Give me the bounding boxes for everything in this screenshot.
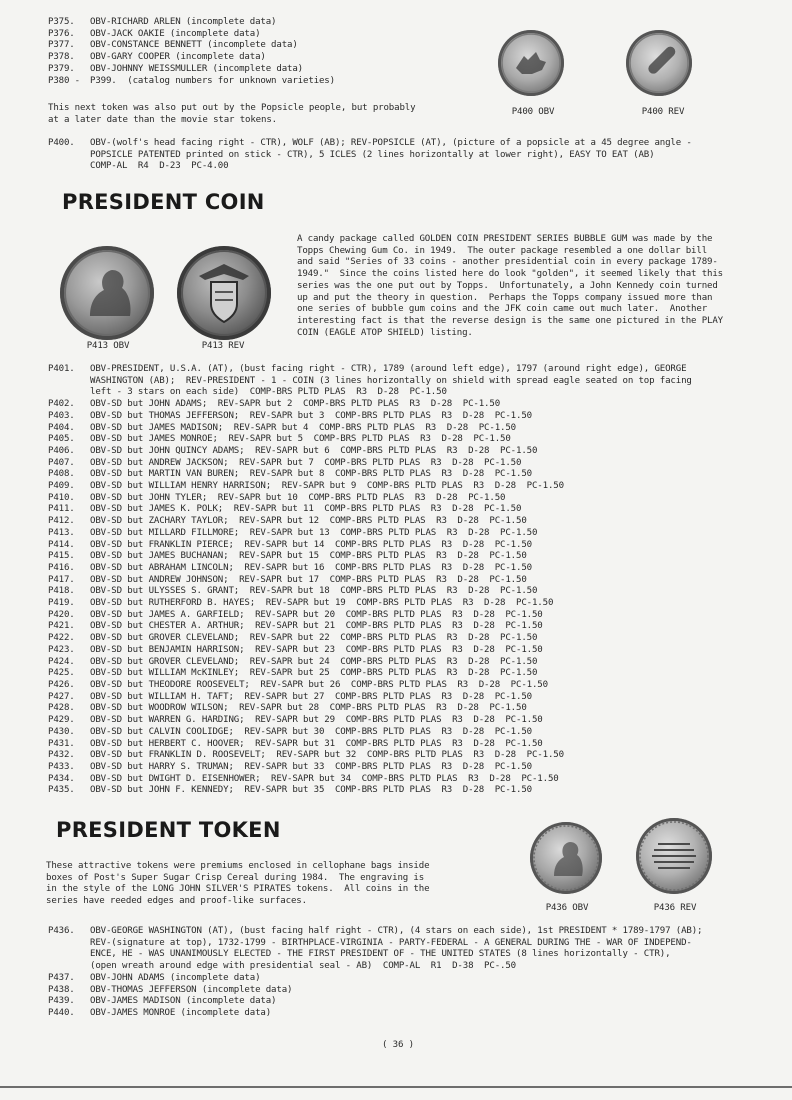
table-row: P429. OBV-SD but WARREN G. HARDING; REV-SAPR but 29 COMP-BRS PLTD PLAS R3 D-28 PC-1.50 bbox=[48, 715, 543, 726]
list-item: P377. OBV-CONSTANCE BENNETT (incomplete data) bbox=[48, 40, 298, 51]
table-row: P417. OBV-SD but ANDREW JOHNSON; REV-SAPR but 17 COMP-BRS PLTD PLAS R3 D-28 PC-1.50 bbox=[48, 574, 527, 585]
table-row: P421. OBV-SD but CHESTER A. ARTHUR; REV-SAPR but 21 COMP-BRS PLTD PLAS R3 D-28 PC-1.50 bbox=[48, 621, 543, 632]
table-row: P404. OBV-SD but JAMES MADISON; REV-SAPR but 4 COMP-BRS PLTD PLAS R3 D-28 PC-1.50 bbox=[48, 422, 516, 433]
table-row: P408. OBV-SD but MARTIN VAN BUREN; REV-SAPR but 8 COMP-BRS PLTD PLAS R3 D-28 PC-1.50 bbox=[48, 469, 532, 480]
p400-reverse-image bbox=[626, 30, 692, 96]
table-row: P419. OBV-SD but RUTHERFORD B. HAYES; REV-SAPR but 19 COMP-BRS PLTD PLAS R3 D-28 PC-1.50 bbox=[48, 598, 554, 609]
eagle-shield-icon bbox=[177, 246, 271, 340]
washington-bust-icon bbox=[530, 822, 602, 894]
top-list bbox=[48, 17, 468, 87]
popsicle-intro: This next token was also put out by the Popsicle people, but probably at a later date than the movie star tokens. bbox=[48, 103, 416, 125]
p436-entry: P436. OBV-GEORGE WASHINGTON (AT), (bust facing half right - CTR), (4 stars on each side), 1st PRESIDENT * 1789-1797 (AB); bbox=[48, 926, 703, 936]
list-item: P375. OBV-RICHARD ARLEN (incomplete data) bbox=[48, 17, 277, 27]
table-row: P412. OBV-SD but ZACHARY TAYLOR; REV-SAPR but 12 COMP-BRS PLTD PLAS R3 D-28 PC-1.50 bbox=[48, 516, 527, 527]
table-row: P430. OBV-SD but CALVIN COOLIDGE; REV-SAPR but 30 COMP-BRS PLTD PLAS R3 D-28 PC-1.50 bbox=[48, 726, 532, 737]
p436-rev-caption: P436 REV bbox=[653, 903, 697, 913]
table-row: P407. OBV-SD but ANDREW JACKSON; REV-SAPR but 7 COMP-BRS PLTD PLAS R3 D-28 PC-1.50 bbox=[48, 457, 522, 468]
p400-rev-caption: P400 REV bbox=[641, 107, 685, 117]
table-row: P423. OBV-SD but BENJAMIN HARRISON; REV-SAPR but 23 COMP-BRS PLTD PLAS R3 D-28 PC-1.50 bbox=[48, 644, 543, 655]
table-row: P420. OBV-SD but JAMES A. GARFIELD; REV-SAPR but 20 COMP-BRS PLTD PLAS R3 D-28 PC-1.50 bbox=[48, 609, 543, 620]
list-item: P439. OBV-JAMES MADISON (incomplete data) bbox=[48, 996, 277, 1007]
table-row: P403. OBV-SD but THOMAS JEFFERSON; REV-SAPR but 3 COMP-BRS PLTD PLAS R3 D-28 PC-1.50 bbox=[48, 410, 532, 421]
list-item: P378. OBV-GARY COOPER (incomplete data) bbox=[48, 52, 266, 63]
table-row: P415. OBV-SD but JAMES BUCHANAN; REV-SAPR but 15 COMP-BRS PLTD PLAS R3 D-28 PC-1.50 bbox=[48, 551, 527, 562]
p413-rev-caption: P413 REV bbox=[201, 341, 245, 351]
p436-obv-caption: P436 OBV bbox=[545, 903, 589, 913]
list-item: P379. OBV-JOHNNY WEISSMULLER (incomplete data) bbox=[48, 63, 303, 74]
table-row: P427. OBV-SD but WILLIAM H. TAFT; REV-SAPR but 27 COMP-BRS PLTD PLAS R3 D-28 PC-1.50 bbox=[48, 691, 532, 702]
table-row: P431. OBV-SD but HERBERT C. HOOVER; REV-SAPR but 31 COMP-BRS PLTD PLAS R3 D-28 PC-1.50 bbox=[48, 738, 543, 749]
wolf-head-icon bbox=[498, 30, 564, 96]
table-row: P432. OBV-SD but FRANKLIN D. ROOSEVELT; REV-SAPR but 32 COMP-BRS PLTD PLAS R3 D-28 PC-1.50 bbox=[48, 750, 564, 761]
p413-obv-caption: P413 OBV bbox=[86, 341, 130, 351]
table-row: P418. OBV-SD but ULYSSES S. GRANT; REV-SAPR but 18 COMP-BRS PLTD PLAS R3 D-28 PC-1.50 bbox=[48, 586, 538, 597]
page-number: ( 36 ) bbox=[382, 1040, 414, 1050]
table-row: P422. OBV-SD but GROVER CLEVELAND; REV-SAPR but 22 COMP-BRS PLTD PLAS R3 D-28 PC-1.50 bbox=[48, 633, 538, 644]
p400-obverse-image bbox=[498, 30, 564, 96]
engraved-text-icon bbox=[636, 818, 712, 894]
table-row: P434. OBV-SD but DWIGHT D. EISENHOWER; REV-SAPR but 34 COMP-BRS PLTD PLAS R3 D-28 PC-1.50 bbox=[48, 773, 559, 784]
table-row: P409. OBV-SD but WILLIAM HENRY HARRISON; REV-SAPR but 9 COMP-BRS PLTD PLAS R3 D-28 PC-1.50 bbox=[48, 481, 564, 492]
table-row: P416. OBV-SD but ABRAHAM LINCOLN; REV-SAPR but 16 COMP-BRS PLTD PLAS R3 D-28 PC-1.50 bbox=[48, 562, 532, 573]
table-row: P414. OBV-SD but FRANKLIN PIERCE; REV-SAPR but 14 COMP-BRS PLTD PLAS R3 D-28 PC-1.50 bbox=[48, 539, 532, 550]
table-row: P435. OBV-SD but JOHN F. KENNEDY; REV-SAPR but 35 COMP-BRS PLTD PLAS R3 D-28 PC-1.50 bbox=[48, 785, 532, 796]
p436-reverse-image bbox=[636, 818, 712, 894]
list-item: P437. OBV-JOHN ADAMS (incomplete data) bbox=[48, 972, 261, 983]
list-item: P440. OBV-JAMES MONROE (incomplete data) bbox=[48, 1007, 272, 1018]
p400-obv-caption: P400 OBV bbox=[511, 107, 555, 117]
table-row: P411. OBV-SD but JAMES K. POLK; REV-SAPR but 11 COMP-BRS PLTD PLAS R3 D-28 PC-1.50 bbox=[48, 504, 522, 515]
list-item: P376. OBV-JACK OAKIE (incomplete data) bbox=[48, 28, 261, 39]
table-row: P425. OBV-SD but WILLIAM McKINLEY; REV-SAPR but 25 COMP-BRS PLTD PLAS R3 D-28 PC-1.50 bbox=[48, 668, 538, 679]
table-row: P405. OBV-SD but JAMES MONROE; REV-SAPR but 5 COMP-BRS PLTD PLAS R3 D-28 PC-1.50 bbox=[48, 434, 511, 445]
table-row: P402. OBV-SD but JOHN ADAMS; REV-SAPR but 2 COMP-BRS PLTD PLAS R3 D-28 PC-1.50 bbox=[48, 399, 501, 410]
president-bust-icon bbox=[60, 246, 154, 340]
president-token-list: P436. OBV-GEORGE WASHINGTON (AT), (bust facing half right - CTR), (4 stars on each side), 1st PRESIDENT * 1789-1797 (AB); REV-(signature at top), 1732-1799 - BIRTHPLACE-VIRGINIA - PARTY-FEDERAL - A GENERAL DURING THE - WAR OF INDEPEND- ENCE, HE - WAS UNANIMOUSLY ELECTED - THE FIRST PRESIDENT OF - THE UNITED STATES (8 lines horizontally - CTR), (open wreath around edge with presidential seal - AB) COMP-AL R1 D-38 PC-.50 P437. OBV-JOHN ADAMS (incomplete data) P438. OBV-THOMAS JEFFERSON (incomplete data) P439. OBV-JAMES MADISON (incomplete data) P440. OBV-JAMES MONROE (incomplete data) bbox=[48, 926, 783, 1020]
scan-edge-divider bbox=[0, 1086, 792, 1088]
coin-entries bbox=[48, 399, 783, 797]
p413-reverse-image bbox=[177, 246, 271, 340]
president-coin-description: A candy package called GOLDEN COIN PRESIDENT SERIES BUBBLE GUM was made by the Topps Chewing Gum Co. in 1949. The outer package resembled a one dollar bill and said "Series of 33 coins - another presidential coin in every package 1789- 1949." Since the coins listed here do look "golden", it seemed likely that this series was the one put out by Topps. Unfortunately, a John Kennedy coin turned up and put the theory in question. Perhaps the Topps company issued more than one series of bubble gum coins and the JFK coin came out much later. Another interesting fact is that the reverse design is the same one pictured in the PLAY COIN (EAGLE ATOP SHIELD) listing. bbox=[297, 234, 723, 338]
list-item: P380 - P399. (catalog numbers for unknown varieties) bbox=[48, 75, 335, 86]
table-row: P426. OBV-SD but THEODORE ROOSEVELT; REV-SAPR but 26 COMP-BRS PLTD PLAS R3 D-28 PC-1.50 bbox=[48, 679, 548, 690]
p400-entry: P400. OBV-(wolf's head facing right - CTR), WOLF (AB); REV-POPSICLE (AT), (picture of a popsicle at a 45 degree angle - POPSICLE PATENTED printed on stick - CTR), 5 ICLES (2 lines horizontally at lower right), EASY TO EAT (AB) COMP-AL R4 D-23 PC-4.00 bbox=[48, 138, 692, 172]
president-coin-heading: PRESIDENT COIN bbox=[62, 190, 265, 214]
table-row: P413. OBV-SD but MILLARD FILLMORE; REV-SAPR but 13 COMP-BRS PLTD PLAS R3 D-28 PC-1.50 bbox=[48, 527, 538, 538]
table-row: P424. OBV-SD but GROVER CLEVELAND; REV-SAPR but 24 COMP-BRS PLTD PLAS R3 D-28 PC-1.50 bbox=[48, 656, 538, 667]
p401-entry: P401. OBV-PRESIDENT, U.S.A. (AT), (bust facing right - CTR), 1789 (around left edge), 1797 (around right edge), GEORGE bbox=[48, 364, 687, 374]
table-row: P428. OBV-SD but WOODROW WILSON; REV-SAPR but 28 COMP-BRS PLTD PLAS R3 D-28 PC-1.50 bbox=[48, 703, 527, 714]
table-row: P406. OBV-SD but JOHN QUINCY ADAMS; REV-SAPR but 6 COMP-BRS PLTD PLAS R3 D-28 PC-1.50 bbox=[48, 445, 538, 456]
president-token-description: These attractive tokens were premiums enclosed in cellophane bags inside boxes of Post's Super Sugar Crisp Cereal during 1984. The engraving is in the style of the LONG JOHN SILVER'S PIRATES tokens. All coins in the series have reeded edges and proof-like surfaces. bbox=[46, 861, 430, 907]
p413-obverse-image bbox=[60, 246, 154, 340]
table-row: P410. OBV-SD but JOHN TYLER; REV-SAPR but 10 COMP-BRS PLTD PLAS R3 D-28 PC-1.50 bbox=[48, 492, 506, 503]
p436-obverse-image bbox=[530, 822, 602, 894]
president-token-heading: PRESIDENT TOKEN bbox=[56, 818, 281, 842]
president-coin-list: P401. OBV-PRESIDENT, U.S.A. (AT), (bust facing right - CTR), 1789 (around left edge), 1797 (around right edge), GEORGE WASHINGTON (AB); REV-PRESIDENT - 1 - COIN (3 lines horizontally on shield with spread eagle seated on top facing left - 3 stars on each side) COMP-BRS PLTD PLAS R3 D-28 PC-1.50 P402. OBV-SD but JOHN ADAMS; REV-SAPR but 2 COMP-BRS PLTD PLAS R3 D-28 PC-1.50 P403. OBV-SD but THOMAS JEFFERSON; REV-SAPR but 3 COMP-BRS PLTD PLAS R3 D-28 PC-1.50 P404. OBV-SD but JAMES MADISON; REV-SAPR but 4 COMP-BRS PLTD PLAS R3 D-28 PC-1.50 P405. OBV-SD but JAMES MONROE; REV-SAPR but 5 COMP-BRS PLTD PLAS R3 D-28 PC-1.50 P406. OBV-SD but JOHN QUINCY ADAMS; REV-SAPR but 6 COMP-BRS PLTD PLAS R3 D-28 PC-1.50 P407. OBV-SD but ANDREW JACKSON; REV-SAPR but 7 COMP-BRS PLTD PLAS R3 D-28 PC-1.50 P408. OBV-SD but MARTIN VAN BUREN; REV-SAPR but 8 COMP-BRS PLTD PLAS R3 D-28 PC-1.50 P409. OBV-SD but WILLIAM HENRY HARRISON; REV-SAPR but 9 COMP-BRS PLTD PLAS R3 D-28 PC-1.50 P410. OBV-SD but JOHN TYLER; REV-SAPR but 10 COMP-BRS PLTD PLAS R3 D-28 PC-1.50 P411. OBV-SD but JAMES K. POLK; REV-SAPR but 11 COMP-BRS PLTD PLAS R3 D-28 PC-1.50 P412. OBV-SD but ZACHARY TAYLOR; REV-SAPR but 12 COMP-BRS PLTD PLAS R3 D-28 PC-1.50 P413. OBV-SD but MILLARD FILLMORE; REV-SAPR but 13 COMP-BRS PLTD PLAS R3 D-28 PC-1.50 P414. OBV-SD but FRANKLIN PIERCE; REV-SAPR but 14 COMP-BRS PLTD PLAS R3 D-28 PC-1.50 P415. OBV-SD but JAMES BUCHANAN; REV-SAPR but 15 COMP-BRS PLTD PLAS R3 D-28 PC-1.50 P416. OBV-SD but ABRAHAM LINCOLN; REV-SAPR but 16 COMP-BRS PLTD PLAS R3 D-28 PC-1.50 P417. OBV-SD but ANDREW JOHNSON; REV-SAPR but 17 COMP-BRS PLTD PLAS R3 D-28 PC-1.50 P418. OBV-SD but ULYSSES S. GRANT; REV-SAPR but 18 COMP-BRS PLTD PLAS R3 D-28 PC-1.50 P419. OBV-SD but RUTHERFORD B. HAYES; REV-SAPR but 19 COMP-BRS PLTD PLAS R3 D-28 PC-1.50 P420. OBV-SD but JAMES A. GARFIELD; REV-SAPR but 20 COMP-BRS PLTD PLAS R3 D-28 PC-1.50 P421. OBV-SD but CHESTER A. ARTHUR; REV-SAPR but 21 COMP-BRS PLTD PLAS R3 D-28 PC-1.50 P422. OBV-SD but GROVER CLEVELAND; REV-SAPR but 22 COMP-BRS PLTD PLAS R3 D-28 PC-1.50 P423. OBV-SD but BENJAMIN HARRISON; REV-SAPR but 23 COMP-BRS PLTD PLAS R3 D-28 PC-1.50 P424. OBV-SD but GROVER CLEVELAND; REV-SAPR but 24 COMP-BRS PLTD PLAS R3 D-28 PC-1.50 P425. OBV-SD but WILLIAM McKINLEY; REV-SAPR but 25 COMP-BRS PLTD PLAS R3 D-28 PC-1.50 P426. OBV-SD but THEODORE ROOSEVELT; REV-SAPR but 26 COMP-BRS PLTD PLAS R3 D-28 PC-1.50 P427. OBV-SD but WILLIAM H. TAFT; REV-SAPR but 27 COMP-BRS PLTD PLAS R3 D-28 PC-1.50 P428. OBV-SD but WOODROW WILSON; REV-SAPR but 28 COMP-BRS PLTD PLAS R3 D-28 PC-1.50 P429. OBV-SD but WARREN G. HARDING; REV-SAPR but 29 COMP-BRS PLTD PLAS R3 D-28 PC-1.50 P430. OBV-SD but CALVIN COOLIDGE; REV-SAPR but 30 COMP-BRS PLTD PLAS R3 D-28 PC-1.50 P431. OBV-SD but HERBERT C. HOOVER; REV-SAPR but 31 COMP-BRS PLTD PLAS R3 D-28 PC-1.50 P432. OBV-SD but FRANKLIN D. ROOSEVELT; REV-SAPR but 32 COMP-BRS PLTD PLAS R3 D-28 PC-1.50 P433. OBV-SD but HARRY S. TRUMAN; REV-SAPR but 33 COMP-BRS PLTD PLAS R3 D-28 PC-1.50 P434. OBV-SD but DWIGHT D. EISENHOWER; REV-SAPR but 34 COMP-BRS PLTD PLAS R3 D-28 PC-1.50 P435. OBV-SD but JOHN F. KENNEDY; REV-SAPR but 35 COMP-BRS PLTD PLAS R3 D-28 PC-1.50 bbox=[48, 364, 783, 797]
popsicle-stick-icon bbox=[626, 30, 692, 96]
table-row: P433. OBV-SD but HARRY S. TRUMAN; REV-SAPR but 33 COMP-BRS PLTD PLAS R3 D-28 PC-1.50 bbox=[48, 761, 532, 772]
list-item: P438. OBV-THOMAS JEFFERSON (incomplete data) bbox=[48, 984, 293, 995]
